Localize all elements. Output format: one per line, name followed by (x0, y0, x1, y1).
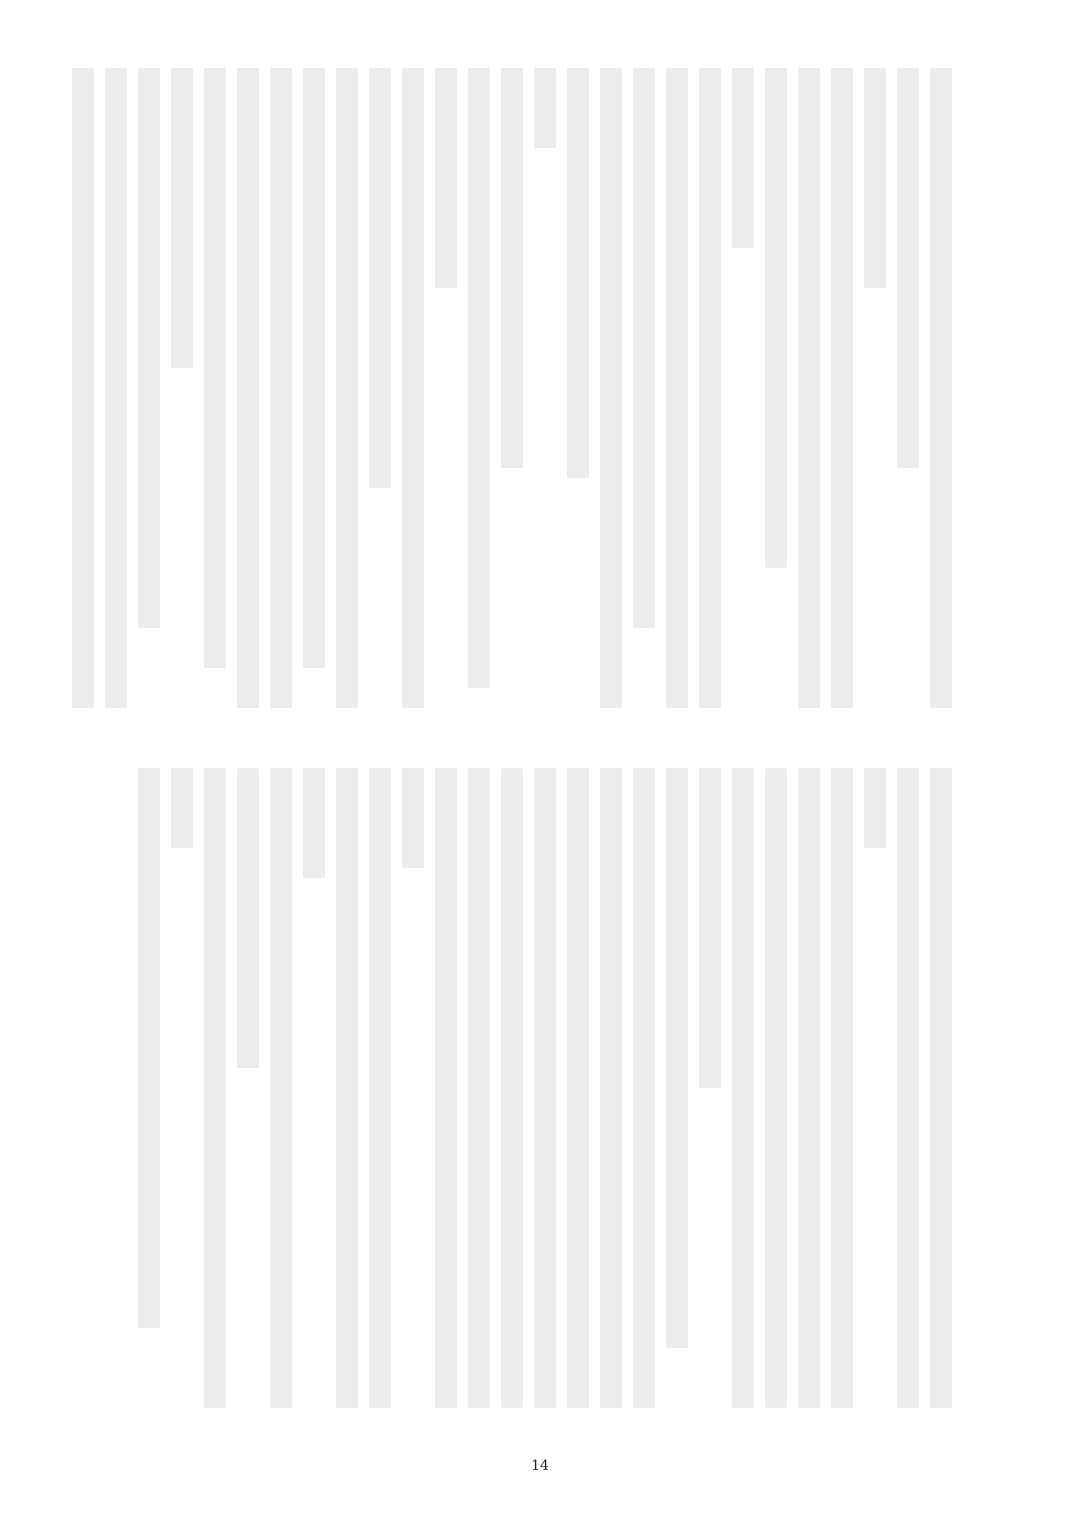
text-column-placeholder (534, 68, 556, 148)
text-column-placeholder (369, 768, 391, 1408)
text-column-placeholder (699, 68, 721, 708)
text-column-placeholder (105, 68, 127, 708)
text-column-placeholder (831, 768, 853, 1408)
text-column-placeholder (732, 68, 754, 248)
text-column-placeholder (600, 768, 622, 1408)
text-column-placeholder (204, 68, 226, 668)
text-column-placeholder (336, 768, 358, 1408)
text-column-placeholder (303, 768, 325, 878)
text-column-placeholder (336, 68, 358, 708)
text-column-placeholder (204, 768, 226, 1408)
text-block-top (72, 68, 952, 708)
text-column-placeholder (666, 68, 688, 708)
text-column-placeholder (831, 68, 853, 708)
text-column-placeholder (567, 68, 589, 478)
text-column-placeholder (897, 68, 919, 468)
text-column-placeholder (732, 768, 754, 1408)
text-column-placeholder (864, 768, 886, 848)
text-column-placeholder (633, 768, 655, 1408)
text-column-placeholder (798, 768, 820, 1408)
text-column-placeholder (138, 768, 160, 1328)
text-block-bottom (138, 768, 952, 1408)
text-column-placeholder (468, 768, 490, 1408)
text-column-placeholder (435, 68, 457, 288)
text-column-placeholder (369, 68, 391, 488)
text-column-placeholder (897, 768, 919, 1408)
text-column-placeholder (765, 768, 787, 1408)
text-column-placeholder (666, 768, 688, 1348)
text-column-placeholder (72, 68, 94, 708)
text-column-placeholder (534, 768, 556, 1408)
text-column-placeholder (171, 68, 193, 368)
text-column-placeholder (798, 68, 820, 708)
text-column-placeholder (930, 768, 952, 1408)
text-column-placeholder (633, 68, 655, 628)
text-column-placeholder (501, 768, 523, 1408)
text-column-placeholder (468, 68, 490, 688)
text-column-placeholder (138, 68, 160, 628)
text-column-placeholder (303, 68, 325, 668)
text-column-placeholder (501, 68, 523, 468)
text-column-placeholder (237, 768, 259, 1068)
text-column-placeholder (270, 68, 292, 708)
text-column-placeholder (864, 68, 886, 288)
text-column-placeholder (237, 68, 259, 708)
text-column-placeholder (402, 68, 424, 708)
text-column-placeholder (600, 68, 622, 708)
text-column-placeholder (930, 68, 952, 708)
text-column-placeholder (171, 768, 193, 848)
text-column-placeholder (435, 768, 457, 1408)
text-column-placeholder (270, 768, 292, 1408)
text-column-placeholder (402, 768, 424, 868)
page-number: 14 (531, 1458, 549, 1474)
text-column-placeholder (567, 768, 589, 1408)
text-column-placeholder (765, 68, 787, 568)
text-column-placeholder (699, 768, 721, 1088)
